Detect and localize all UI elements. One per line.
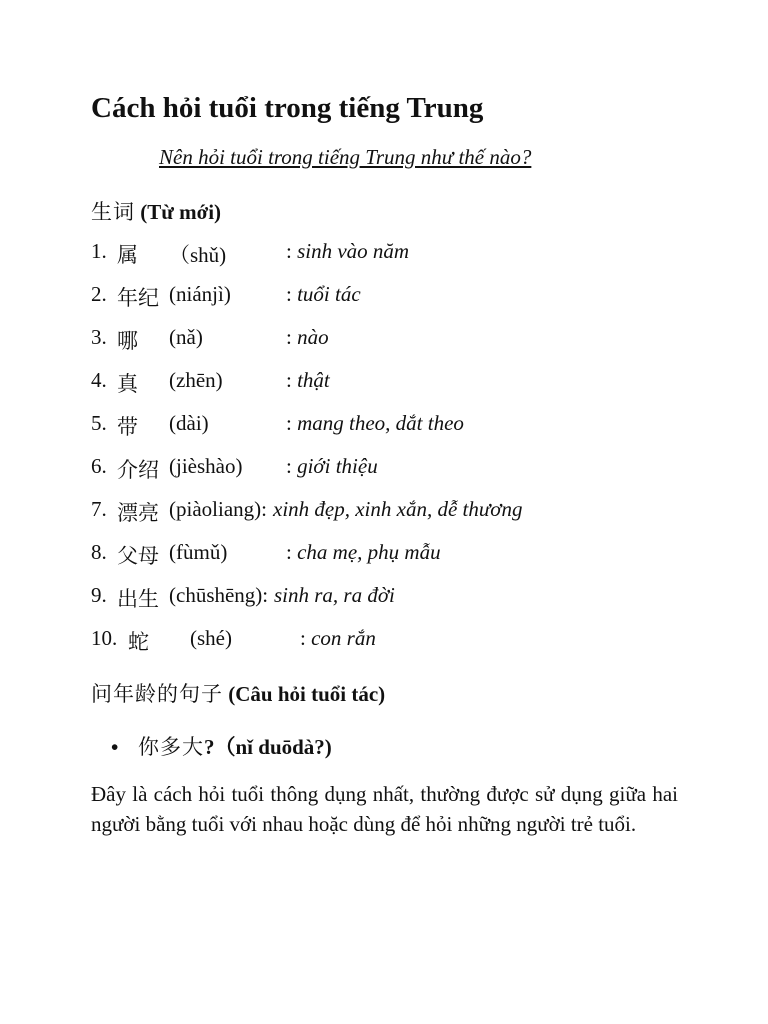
vocab-separator: : xyxy=(286,282,292,306)
vocab-hanzi: 出生 xyxy=(117,587,159,611)
vocab-hanzi: 漂亮 xyxy=(117,501,159,525)
question-section-label: (Câu hỏi tuổi tác) xyxy=(228,682,386,706)
vocab-hanzi: 真 xyxy=(117,372,138,396)
vocab-number: 4. xyxy=(91,368,107,392)
vocab-meaning-wrap xyxy=(286,454,378,479)
vocab-section-label: (Từ mới) xyxy=(140,200,222,224)
vocab-hanzi: 蛇 xyxy=(128,630,149,654)
vocab-meaning-wrap xyxy=(286,368,330,393)
vocab-meaning-wrap xyxy=(273,497,523,522)
page-title: Cách hỏi tuổi trong tiếng Trung xyxy=(91,92,484,124)
vocab-separator: : xyxy=(286,454,292,478)
question-section-hanzi: 问年龄的句子 xyxy=(91,682,223,706)
explanation-paragraph: Đây là cách hỏi tuổi thông dụng nhất, thường được sử dụng giữa hai người bằng tuổi với nhau hoặc dùng để hỏi những người trẻ tuổi. xyxy=(91,782,678,836)
bullet-hanzi: 你多大 xyxy=(138,735,204,759)
vocab-pinyin: (fùmǔ) xyxy=(169,540,228,564)
vocab-separator: : xyxy=(286,325,292,349)
vocab-number: 10. xyxy=(91,626,118,650)
vocab-meaning: giới thiệu xyxy=(297,454,378,478)
vocab-number: 2. xyxy=(91,282,107,306)
vocab-meaning-wrap xyxy=(274,583,395,608)
vocab-section-hanzi: 生词 xyxy=(91,200,135,224)
vocab-number: 3. xyxy=(91,325,107,349)
vocab-pinyin: （shǔ) xyxy=(169,243,227,267)
vocab-separator: : xyxy=(286,540,292,564)
bullet-pinyin: ?（nǐ duōdà?) xyxy=(204,735,332,759)
vocab-pinyin: (shé) xyxy=(190,626,232,650)
vocab-section-heading xyxy=(91,196,221,226)
vocab-meaning-wrap xyxy=(286,540,441,565)
vocab-separator: : xyxy=(300,626,306,650)
vocab-pinyin: (niánjì) xyxy=(169,282,231,306)
vocab-meaning-wrap xyxy=(286,239,409,264)
vocab-hanzi: 父母 xyxy=(117,544,159,568)
vocab-meaning: sinh ra, ra đời xyxy=(274,583,395,607)
vocab-hanzi: 年纪 xyxy=(117,286,159,310)
vocab-meaning: sinh vào năm xyxy=(297,239,410,263)
page-subtitle: Nên hỏi tuổi trong tiếng Trung như thế nào? xyxy=(159,145,532,169)
vocab-meaning-wrap xyxy=(286,282,361,307)
vocab-number: 9. xyxy=(91,583,107,607)
vocab-pinyin: (zhēn) xyxy=(169,368,223,392)
vocab-number: 1. xyxy=(91,239,107,263)
vocab-meaning-wrap xyxy=(286,325,329,350)
question-section-heading xyxy=(91,678,385,708)
vocab-hanzi: 属 xyxy=(117,243,138,267)
question-bullet-item xyxy=(111,731,332,761)
vocab-pinyin: (dài) xyxy=(169,411,209,435)
vocab-meaning-wrap xyxy=(286,411,464,436)
vocab-separator: : xyxy=(286,239,292,263)
vocab-meaning: mang theo, dắt theo xyxy=(297,411,464,435)
vocab-pinyin: (nǎ) xyxy=(169,325,203,349)
vocab-meaning: cha mẹ, phụ mẫu xyxy=(297,540,441,564)
vocab-number: 7. xyxy=(91,497,107,521)
vocab-pinyin: (chūshēng): xyxy=(169,583,269,607)
bullet-icon: • xyxy=(111,735,119,759)
vocab-meaning: nào xyxy=(297,325,329,349)
vocab-pinyin: (piàoliang): xyxy=(169,497,267,521)
vocab-meaning: xinh đẹp, xinh xắn, dễ thương xyxy=(273,497,523,521)
vocab-number: 5. xyxy=(91,411,107,435)
vocab-separator: : xyxy=(286,411,292,435)
vocab-number: 6. xyxy=(91,454,107,478)
vocab-pinyin: (jièshào) xyxy=(169,454,243,478)
vocab-meaning: thật xyxy=(297,368,330,392)
vocab-separator: : xyxy=(286,368,292,392)
vocab-number: 8. xyxy=(91,540,107,564)
vocab-meaning: con rắn xyxy=(311,626,376,650)
vocab-hanzi: 哪 xyxy=(117,329,138,353)
vocab-hanzi: 介绍 xyxy=(117,458,159,482)
vocab-meaning: tuổi tác xyxy=(297,282,361,306)
vocab-hanzi: 带 xyxy=(117,415,138,439)
vocab-meaning-wrap xyxy=(300,626,376,651)
